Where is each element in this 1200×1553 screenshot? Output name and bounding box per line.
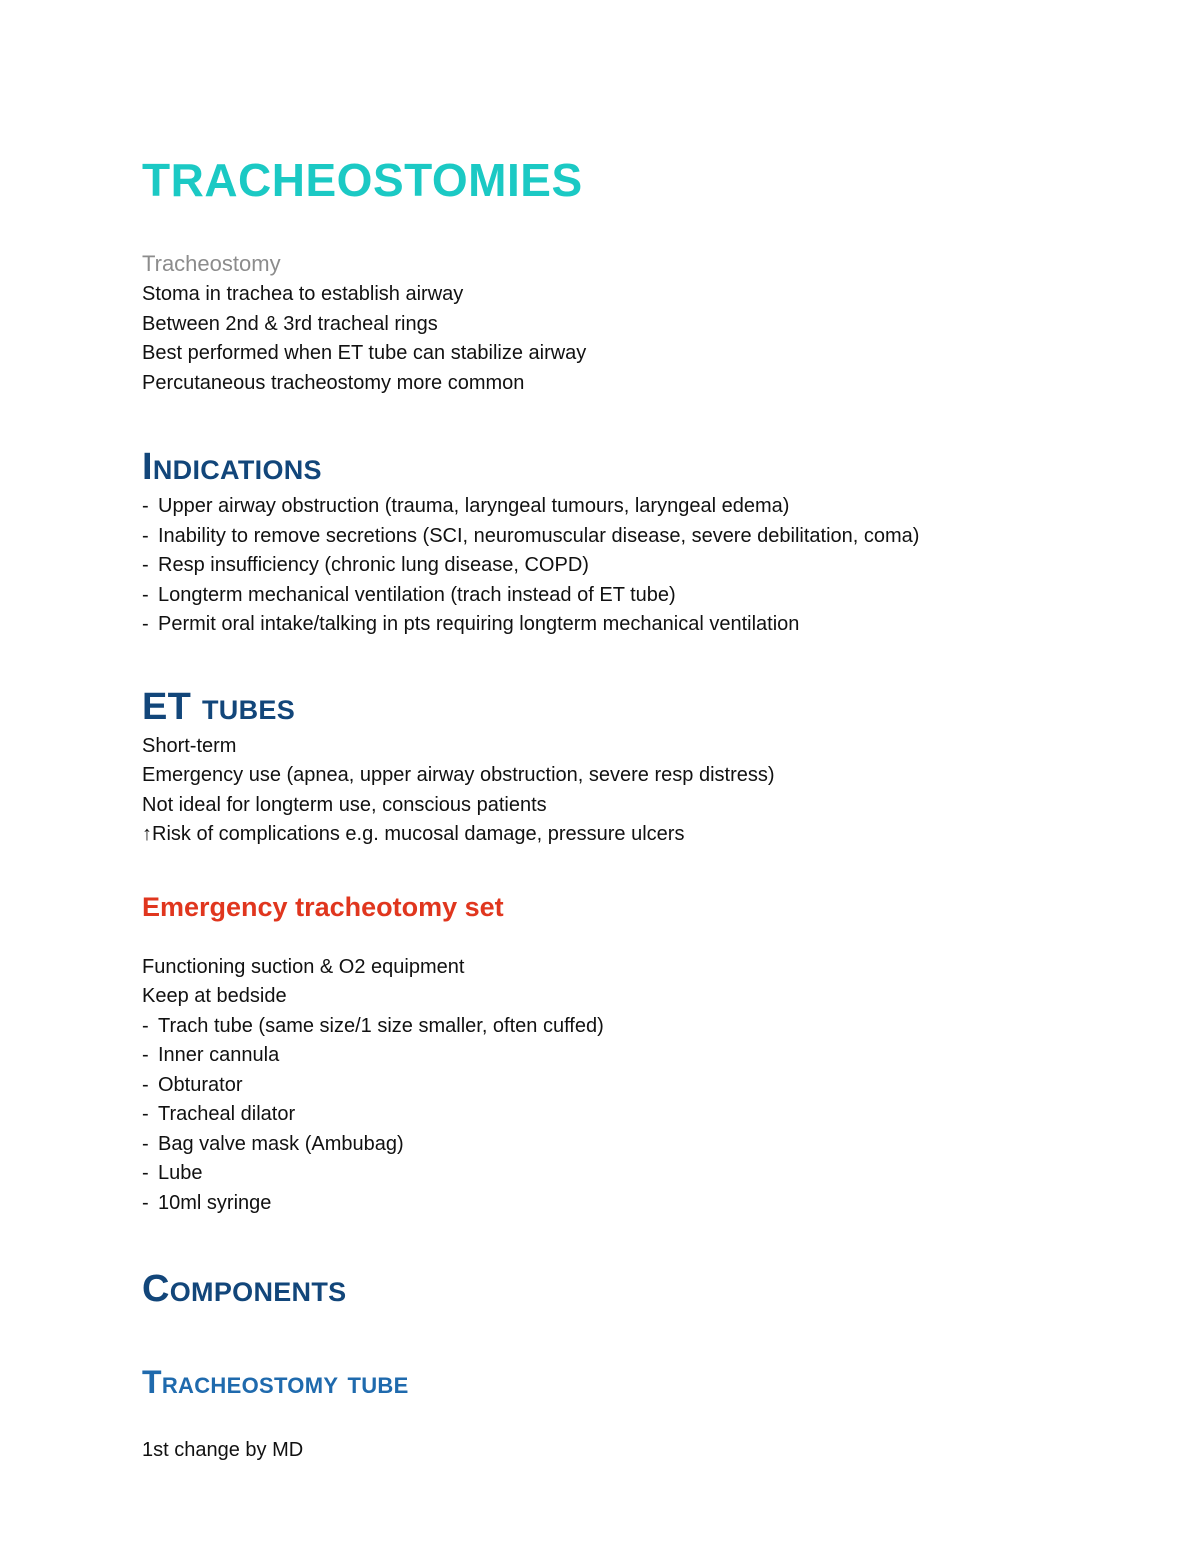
- list-item: - Bag valve mask (Ambubag): [142, 1130, 1122, 1160]
- list-item: - Inability to remove secretions (SCI, neuromuscular disease, severe debilitation, coma): [142, 522, 1122, 552]
- et-tubes-line: Short-term: [142, 734, 237, 757]
- et-tubes-line: Emergency use (apnea, upper airway obstruction, severe resp distress): [142, 764, 775, 786]
- list-item: - Lube: [142, 1159, 1122, 1189]
- intro-subtitle: Tracheostomy: [142, 251, 281, 276]
- intro-line: Best performed when ET tube can stabilize airway: [142, 342, 587, 364]
- intro-line: Percutaneous tracheostomy more common: [142, 371, 525, 394]
- emergency-set-line: Keep at bedside: [142, 985, 287, 1007]
- page-title: TRACHEOSTOMIES: [142, 154, 583, 206]
- components-heading: Components: [142, 1268, 347, 1310]
- et-tubes-heading: ET tubes: [142, 685, 296, 728]
- list-item: - Longterm mechanical ventilation (trach instead of ET tube): [142, 581, 1122, 611]
- emergency-set-list: [142, 1012, 1122, 1219]
- intro-line: Between 2nd & 3rd tracheal rings: [142, 312, 438, 335]
- emergency-set-line: Functioning suction & O2 equipment: [142, 955, 465, 978]
- document-page: [142, 150, 1122, 1466]
- emergency-set-heading: Emergency tracheotomy set: [142, 891, 504, 922]
- intro-line: Stoma in trachea to establish airway: [142, 283, 464, 305]
- list-item: - Obturator: [142, 1071, 1122, 1101]
- tracheostomy-tube-heading: Tracheostomy tube: [142, 1364, 409, 1400]
- list-item: - Upper airway obstruction (trauma, laryngeal tumours, laryngeal edema): [142, 492, 1122, 522]
- list-item: - Inner cannula: [142, 1041, 1122, 1071]
- list-item: - 10ml syringe: [142, 1189, 1122, 1219]
- et-tubes-line: ↑Risk of complications e.g. mucosal damage, pressure ulcers: [142, 823, 685, 845]
- indications-list: [142, 492, 1122, 640]
- intro-lines: [142, 280, 1122, 398]
- list-item: - Permit oral intake/talking in pts requiring longterm mechanical ventilation: [142, 610, 1122, 640]
- et-tubes-line: Not ideal for longterm use, conscious patients: [142, 793, 547, 816]
- list-item: - Resp insufficiency (chronic lung disease, COPD): [142, 551, 1122, 581]
- emergency-set-lines: [142, 953, 1122, 1012]
- indications-heading: Indications: [142, 446, 322, 488]
- list-item: - Trach tube (same size/1 size smaller, often cuffed): [142, 1012, 1122, 1042]
- list-item: - Tracheal dilator: [142, 1100, 1122, 1130]
- tracheostomy-tube-line: 1st change by MD: [142, 1439, 304, 1461]
- et-tubes-lines: [142, 732, 1122, 850]
